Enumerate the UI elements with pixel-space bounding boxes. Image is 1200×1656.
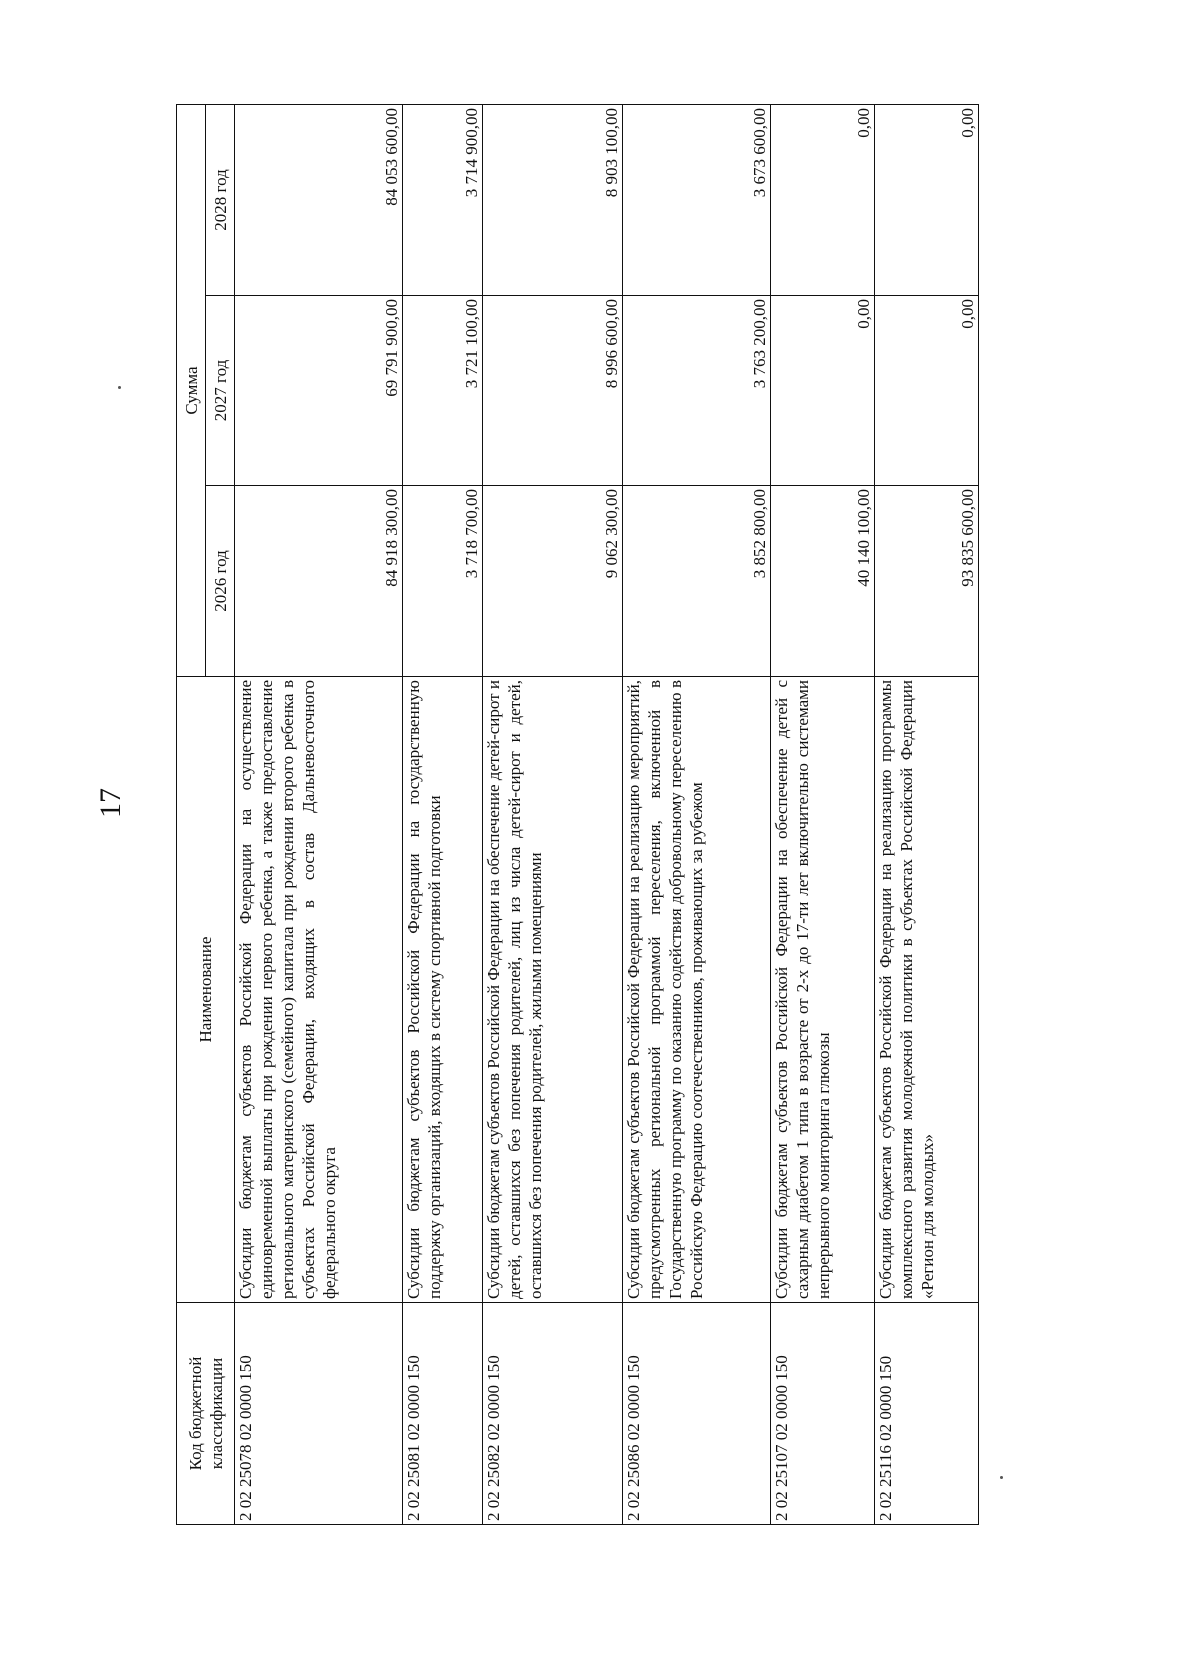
budget-table-rotated: [176, 105, 976, 1525]
row-name: Субсидии бюджетам субъектов Российской Федерации на реализацию мероприятий, предусмотренных региональной программой переселения, включенной в Государственную программу по оказанию содействия добровольному переселению в Российскую Федерацию соотечественников, проживающих за рубежом: [623, 677, 771, 1303]
row-value-2027: 3 721 100,00: [403, 296, 483, 486]
row-value-2026: 93 835 600,00: [875, 486, 979, 677]
row-value-2026: 3 718 700,00: [403, 486, 483, 677]
table-row: [771, 104, 875, 1524]
row-name: Субсидии бюджетам субъектов Российской Федерации на реализацию программы комплексного развития молодежной политики в субъектах Российской Федерации «Регион для молодых»: [875, 677, 979, 1303]
table-row: [235, 104, 403, 1524]
row-value-2026: 84 918 300,00: [235, 486, 403, 677]
row-code: 2 02 25107 02 0000 150: [771, 1303, 875, 1525]
table-row: [623, 104, 771, 1524]
table-row: [875, 104, 979, 1524]
row-code: 2 02 25086 02 0000 150: [623, 1303, 771, 1525]
row-value-2027: 0,00: [771, 296, 875, 486]
row-name: Субсидии бюджетам субъектов Российской Федерации на государственную поддержку организаций, входящих в систему спортивной подготовки: [403, 677, 483, 1303]
row-code: 2 02 25082 02 0000 150: [483, 1303, 623, 1525]
row-value-2028: 0,00: [875, 104, 979, 295]
row-value-2026: 9 062 300,00: [483, 486, 623, 677]
row-value-2028: 84 053 600,00: [235, 104, 403, 295]
row-name: Субсидии бюджетам субъектов Российской Федерации на осуществление единовременной выплаты при рождении первого ребенка, а также предоставление регионального материнского (семейного) капитала при рождении второго ребенка в субъектах Российской Федерации, входящих в состав Дальневосточного федерального округа: [235, 677, 403, 1303]
row-value-2027: 8 996 600,00: [483, 296, 623, 486]
row-value-2027: 0,00: [875, 296, 979, 486]
row-value-2028: 3 673 600,00: [623, 104, 771, 295]
scan-speck: [1000, 1476, 1003, 1479]
header-name: Наименование: [177, 677, 235, 1303]
row-name: Субсидии бюджетам субъектов Российской Федерации на обеспечение детей с сахарным диабетом 1 типа в возрасте от 2-х до 17-ти лет включительно системами непрерывного мониторинга глюкозы: [771, 677, 875, 1303]
row-value-2028: 8 903 100,00: [483, 104, 623, 295]
row-code: 2 02 25116 02 0000 150: [875, 1303, 979, 1525]
table-row: [483, 104, 623, 1524]
row-code: 2 02 25078 02 0000 150: [235, 1303, 403, 1525]
table-row: [403, 104, 483, 1524]
row-name: Субсидии бюджетам субъектов Российской Федерации на обеспечение детей-сирот и детей, оставшихся без попечения родителей, лиц из числа детей-сирот и детей, оставшихся без попечения родителей, жилыми помещениями: [483, 677, 623, 1303]
scan-speck: [118, 386, 121, 389]
table-header-row: [177, 104, 206, 1524]
row-code: 2 02 25081 02 0000 150: [403, 1303, 483, 1525]
header-year-2028: 2028 год: [206, 104, 235, 295]
budget-table: [176, 104, 979, 1525]
row-value-2028: 3 714 900,00: [403, 104, 483, 295]
row-value-2028: 0,00: [771, 104, 875, 295]
page-number: 17: [94, 788, 127, 818]
header-year-2026: 2026 год: [206, 486, 235, 677]
row-value-2027: 69 791 900,00: [235, 296, 403, 486]
row-value-2027: 3 763 200,00: [623, 296, 771, 486]
header-year-2027: 2027 год: [206, 296, 235, 486]
header-code: Код бюджетной классификации: [177, 1303, 235, 1525]
row-value-2026: 3 852 800,00: [623, 486, 771, 677]
header-sum: Сумма: [177, 104, 206, 676]
row-value-2026: 40 140 100,00: [771, 486, 875, 677]
